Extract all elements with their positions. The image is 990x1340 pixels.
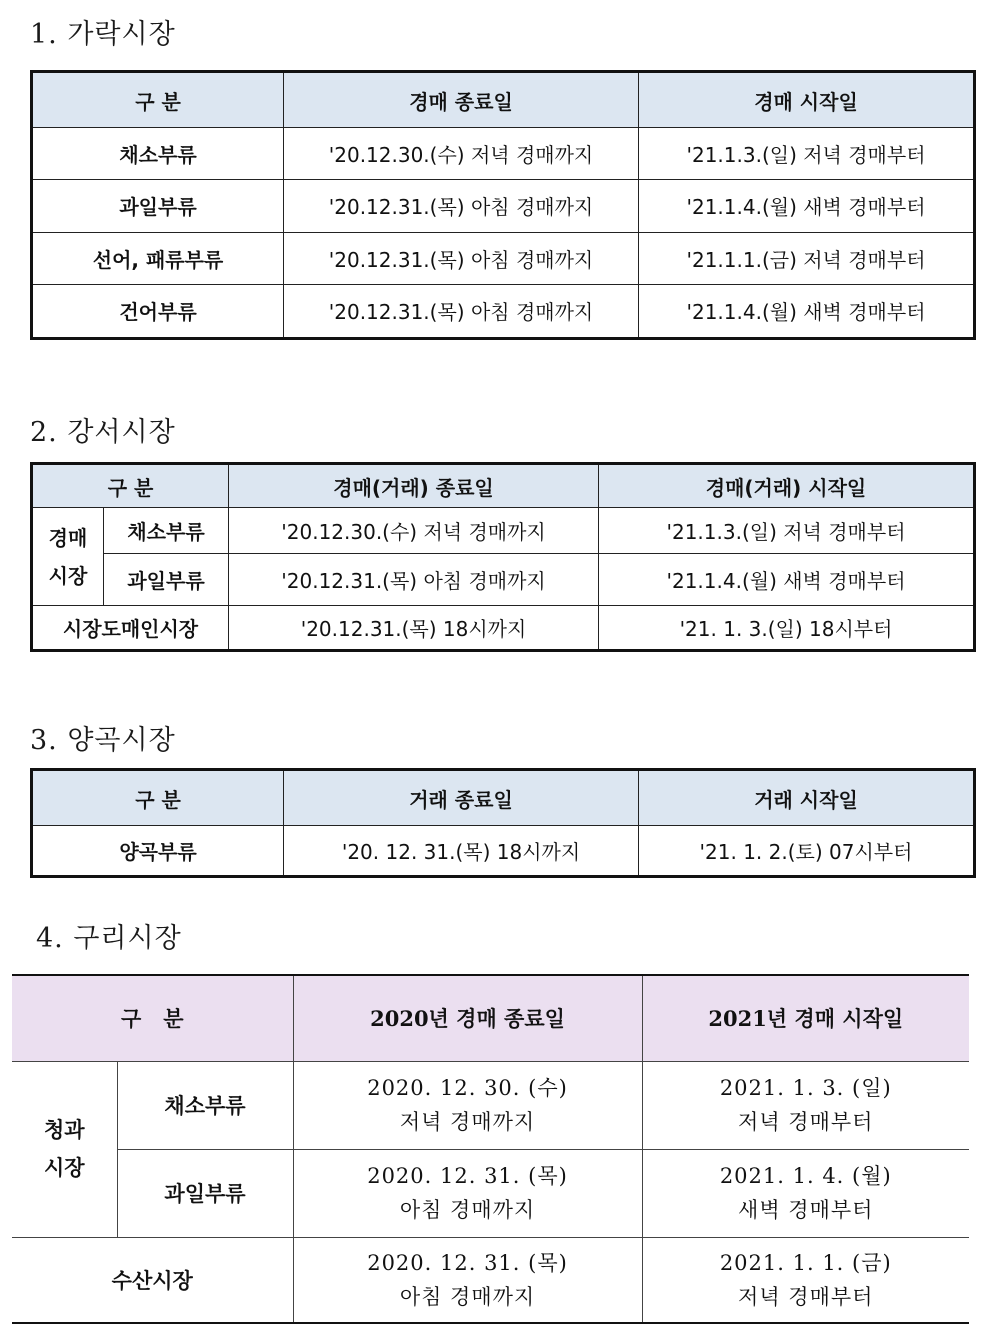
end-time: 저녁 경매까지 [399, 1110, 536, 1134]
end-date-cell: '20.12.31.(목) 아침 경매까지 [284, 284, 639, 338]
table-row [12, 1237, 969, 1323]
start-time: 저녁 경매부터 [738, 1284, 874, 1309]
start-date-cell: '21.1.1.(금) 저녁 경매부터 [639, 232, 975, 284]
gangseo-schedule-table [30, 462, 976, 652]
row-label: 건어부류 [32, 284, 284, 338]
header-category: 구 분 [32, 770, 284, 826]
start-date-cell: '21. 1. 2.(토) 07시부터 [639, 826, 975, 877]
start-date: 2021. 1. 3. (일) [719, 1076, 892, 1100]
end-time: 아침 경매까지 [399, 1284, 536, 1309]
end-date-cell: '20.12.31.(목) 아침 경매까지 [284, 180, 639, 232]
table-header-row [32, 770, 975, 826]
group-label-auction-market [32, 508, 104, 606]
table-header-row [32, 464, 975, 508]
end-date: 2020. 12. 31. (목) [367, 1164, 568, 1188]
section-title-yanggok: 3. 양곡시장 [30, 725, 176, 756]
row-label: 과일부류 [104, 554, 229, 606]
end-date: 2020. 12. 30. (수) [367, 1076, 568, 1100]
row-label: 과일부류 [117, 1149, 293, 1237]
table-row [32, 606, 975, 651]
start-date-cell: '21.1.3.(일) 저녁 경매부터 [639, 128, 975, 180]
header-start-date: 경매(거래) 시작일 [599, 464, 975, 508]
table-row [32, 826, 975, 877]
header-end-date: 거래 종료일 [284, 770, 639, 826]
header-start-date: 경매 시작일 [639, 72, 975, 128]
table-row [12, 1149, 969, 1237]
section-title-guri: 4. 구리시장 [36, 923, 182, 954]
end-date-cell: '20.12.31.(목) 아침 경매까지 [284, 232, 639, 284]
group-label-fruit-vegetable-market [12, 1061, 117, 1237]
start-date-cell: '21.1.3.(일) 저녁 경매부터 [599, 508, 975, 554]
section-title-gangseo: 2. 강서시장 [30, 417, 176, 448]
header-end-date: 경매 종료일 [284, 72, 639, 128]
end-date-cell: '20.12.30.(수) 저녁 경매까지 [229, 508, 599, 554]
end-date-cell [293, 1061, 642, 1149]
row-label: 채소부류 [117, 1061, 293, 1149]
row-label: 선어, 패류부류 [32, 232, 284, 284]
start-date: 2021. 1. 4. (월) [719, 1164, 892, 1188]
row-label: 시장도매인시장 [32, 606, 229, 651]
end-time: 아침 경매까지 [399, 1198, 536, 1222]
end-date: 2020. 12. 31. (목) [367, 1250, 568, 1275]
start-date-cell: '21.1.4.(월) 새벽 경매부터 [639, 284, 975, 338]
header-category: 구 분 [32, 72, 284, 128]
start-date: 2021. 1. 1. (금) [719, 1250, 892, 1275]
start-time: 저녁 경매부터 [738, 1110, 874, 1134]
row-label: 수산시장 [12, 1237, 293, 1323]
group-label-line: 시장 [43, 1155, 85, 1180]
table-row [12, 1061, 969, 1149]
end-date-cell [293, 1237, 642, 1323]
yanggok-schedule-table [30, 768, 976, 878]
table-row [32, 554, 975, 606]
table-header-row [32, 72, 975, 128]
end-date-cell: '20.12.31.(목) 18시까지 [229, 606, 599, 651]
header-start-date: 거래 시작일 [639, 770, 975, 826]
table-row [32, 128, 975, 180]
start-date-cell [642, 1149, 969, 1237]
start-time: 새벽 경매부터 [738, 1198, 874, 1222]
group-label-line: 청과 [43, 1117, 85, 1142]
garak-schedule-table [30, 70, 976, 340]
row-label: 채소부류 [104, 508, 229, 554]
end-date-cell: '20.12.30.(수) 저녁 경매까지 [284, 128, 639, 180]
table-row [32, 508, 975, 554]
row-label: 과일부류 [32, 180, 284, 232]
start-date-cell: '21. 1. 3.(일) 18시부터 [599, 606, 975, 651]
start-date-cell: '21.1.4.(월) 새벽 경매부터 [599, 554, 975, 606]
header-end-date: 경매(거래) 종료일 [229, 464, 599, 508]
start-date-cell [642, 1237, 969, 1323]
end-date-cell: '20.12.31.(목) 아침 경매까지 [229, 554, 599, 606]
table-row [32, 284, 975, 338]
header-end-date: 2020년 경매 종료일 [293, 975, 642, 1061]
row-label: 양곡부류 [32, 826, 284, 877]
group-label-line: 경매 [48, 525, 88, 550]
header-start-date: 2021년 경매 시작일 [642, 975, 969, 1061]
section-title-garak: 1. 가락시장 [30, 19, 176, 50]
table-header-row [12, 975, 969, 1061]
end-date-cell [293, 1149, 642, 1237]
guri-schedule-table [12, 974, 969, 1324]
row-label: 채소부류 [32, 128, 284, 180]
table-row [32, 180, 975, 232]
table-row [32, 232, 975, 284]
header-category: 구 분 [32, 464, 229, 508]
start-date-cell: '21.1.4.(월) 새벽 경매부터 [639, 180, 975, 232]
end-date-cell: '20. 12. 31.(목) 18시까지 [284, 826, 639, 877]
group-label-line: 시장 [48, 563, 88, 588]
header-category: 구 분 [12, 975, 293, 1061]
start-date-cell [642, 1061, 969, 1149]
